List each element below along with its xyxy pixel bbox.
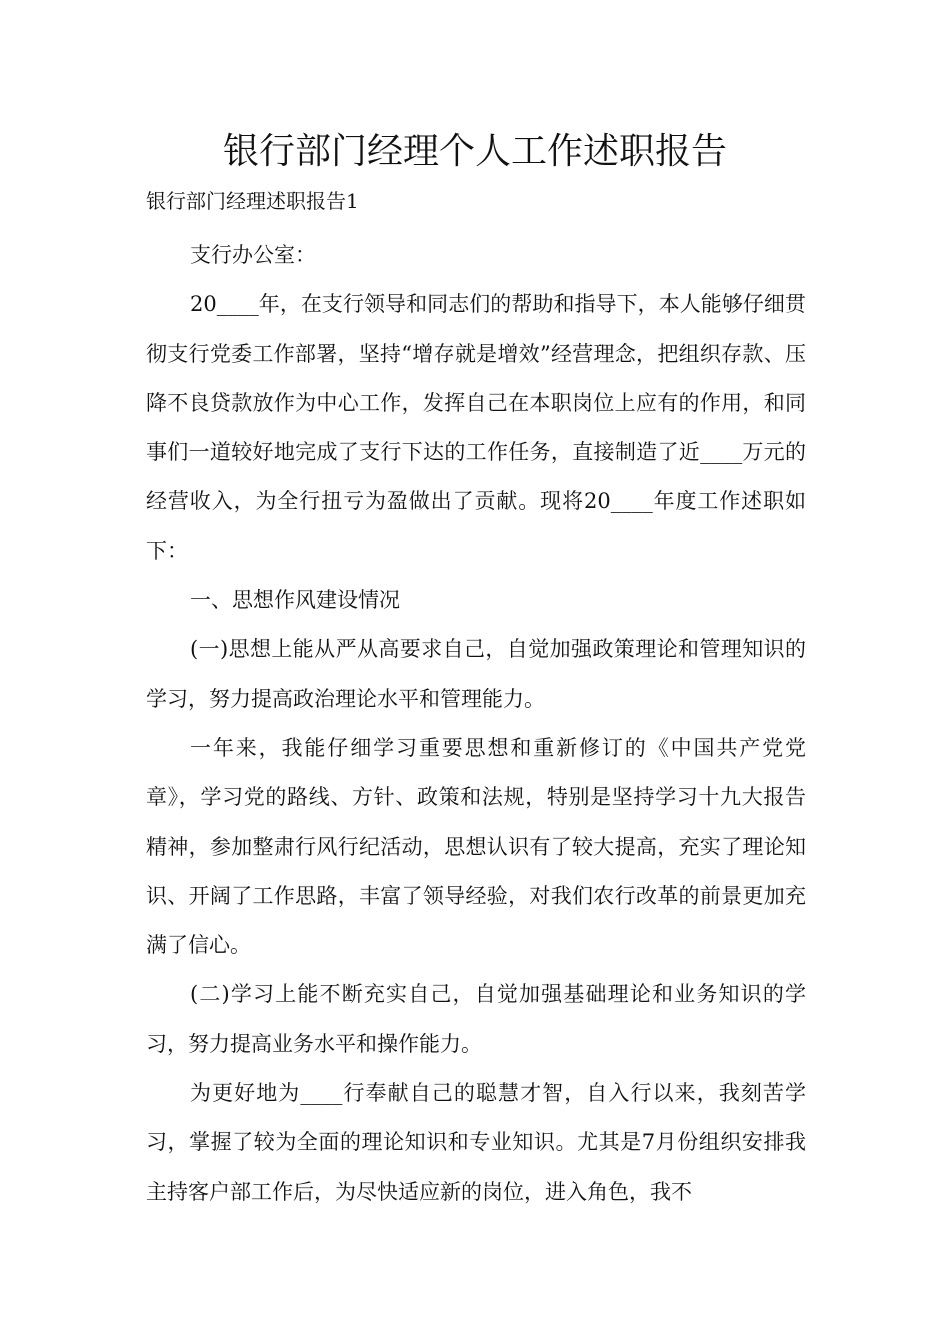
- paragraph: 一年来，我能仔细学习重要思想和重新修订的《中国共产党党章》，学习党的路线、方针、政策和法规，特别是坚持学习十九大报告精神，参加整肃行风行纪活动，思想认识有了较大提高，充实了理论知识、开阔了工作思路，丰富了领导经验，对我们农行改革的前景更加充满了信心。: [146, 735, 806, 958]
- document-body: [146, 231, 806, 1217]
- salutation: 支行办公室：: [190, 243, 316, 267]
- section-heading: 一、思想作风建设情况: [190, 588, 400, 613]
- document-subtitle: 银行部门经理述职报告1: [146, 189, 359, 213]
- paragraph: (二)学习上能不断充实自己，自觉加强基础理论和业务知识的学习，努力提高业务水平和操作能力。: [146, 982, 806, 1056]
- document-title: 银行部门经理个人工作述职报告: [222, 131, 727, 172]
- paragraph: (一)思想上能从严从高要求自己，自觉加强政策理论和管理知识的学习，努力提高政治理论水平和管理能力。: [146, 637, 806, 711]
- paragraph: 20____年，在支行领导和同志们的帮助和指导下，本人能够仔细贯彻支行党委工作部署，坚持“增存就是增效”经营理念，把组织存款、压降不良贷款放作为中心工作，发挥自己在本职岗位上应有的作用，和同事们一道较好地完成了支行下达的工作任务，直接制造了近____万元的经营收入，为全行扭亏为盈做出了贡献。现将20____年度工作述职如下：: [146, 292, 806, 563]
- paragraph: 为更好地为____行奉献自己的聪慧才智，自入行以来，我刻苦学习，掌握了较为全面的理论知识和专业知识。尤其是7月份组织安排我主持客户部工作后，为尽快适应新的岗位，进入角色，我不: [146, 1081, 806, 1204]
